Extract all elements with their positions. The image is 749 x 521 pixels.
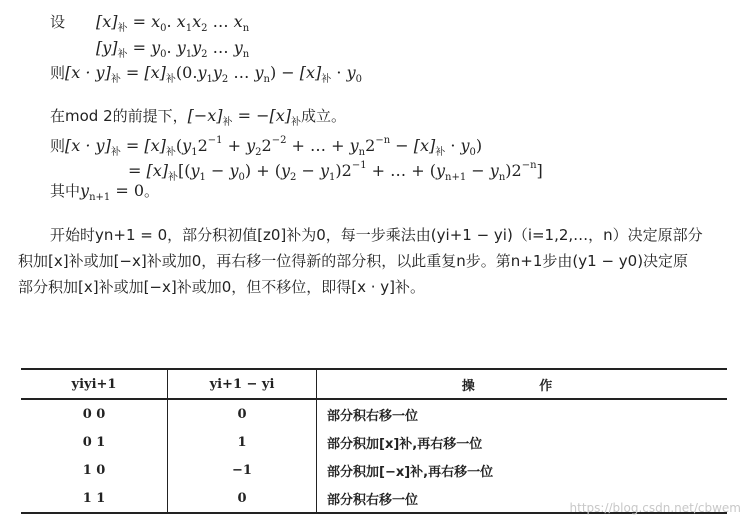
paragraph-line-2: 积加[x]补或加[−x]补或加0，再右移一位得新的部分积，以此重复n步。第n+1步由(y1 − y0)决定原 (18, 252, 689, 270)
table-cell-bits: 1 0 (21, 456, 168, 484)
table-header-row (21, 370, 727, 400)
formula-product-1: 则$[x \cdot y]_补 = [x]_补(0.y_1y_2$ … $y_n) - [x]_补 \cdot y_0$ (50, 63, 362, 85)
watermark-url: https://blog.csdn.net/cbwem (569, 501, 741, 515)
formula-x-complement: $[x]_补 = x_0$. $x_1x_2$ … $x_n$ (96, 12, 250, 34)
table-cell-diff: −1 (168, 456, 317, 484)
table-cell-operation: 部分积加[−x]补,再右移一位 (327, 464, 494, 480)
table-header-operation: 操 作 (461, 378, 583, 394)
table-header-yiyi1: yiyi+1 (21, 370, 168, 398)
table-row (21, 400, 727, 428)
formula-product-3: = $[x]_补[(y_1 - y_0) + (y_2 - y_1)2^{-1}$ + … + $(y_{n+1} - y_n)2^{-n}$] (128, 160, 543, 183)
formula-label-set: 设 (50, 13, 66, 31)
paragraph-line-1: 开始时yn+1 = 0，部分积初值[z0]补为0，每一步乘法由(yi+1 − yi)（i=1,2,…，n）决定原部分 (50, 226, 703, 244)
table-cell-diff: 0 (168, 484, 317, 512)
table-cell-bits: 0 1 (21, 428, 168, 456)
table-cell-operation: 部分积右移一位 (327, 492, 419, 508)
table-cell-bits: 0 0 (21, 400, 168, 428)
table-cell-diff: 1 (168, 428, 317, 456)
formula-mod2-note: 在mod 2的前提下，$[-x]_补 = -[x]_补$成立。 (50, 106, 347, 128)
table-cell-operation: 部分积右移一位 (327, 408, 419, 424)
table-row (21, 428, 727, 456)
table-cell-bits: 1 1 (21, 484, 168, 512)
operation-table (21, 368, 727, 514)
table-row (21, 456, 727, 484)
paragraph-line-3: 部分积加[x]补或加[−x]补或加0，但不移位，即得[x · y]补。 (18, 278, 426, 296)
table-header-diff: yi+1 − yi (168, 370, 317, 398)
table-cell-operation: 部分积加[x]补,再右移一位 (327, 436, 483, 452)
table-cell-diff: 0 (168, 400, 317, 428)
formula-yn1-zero: 其中$y_{n+1} = 0$。 (50, 181, 160, 203)
formula-product-2: 则$[x \cdot y]_补 = [x]_补(y_12^{-1} + y_22^{-2}$ + … + $y_n2^{-n} - [x]_补 \cdot y_0$) (50, 135, 483, 158)
formula-y-complement: $[y]_补 = y_0$. $y_1y_2$ … $y_n$ (96, 38, 250, 60)
